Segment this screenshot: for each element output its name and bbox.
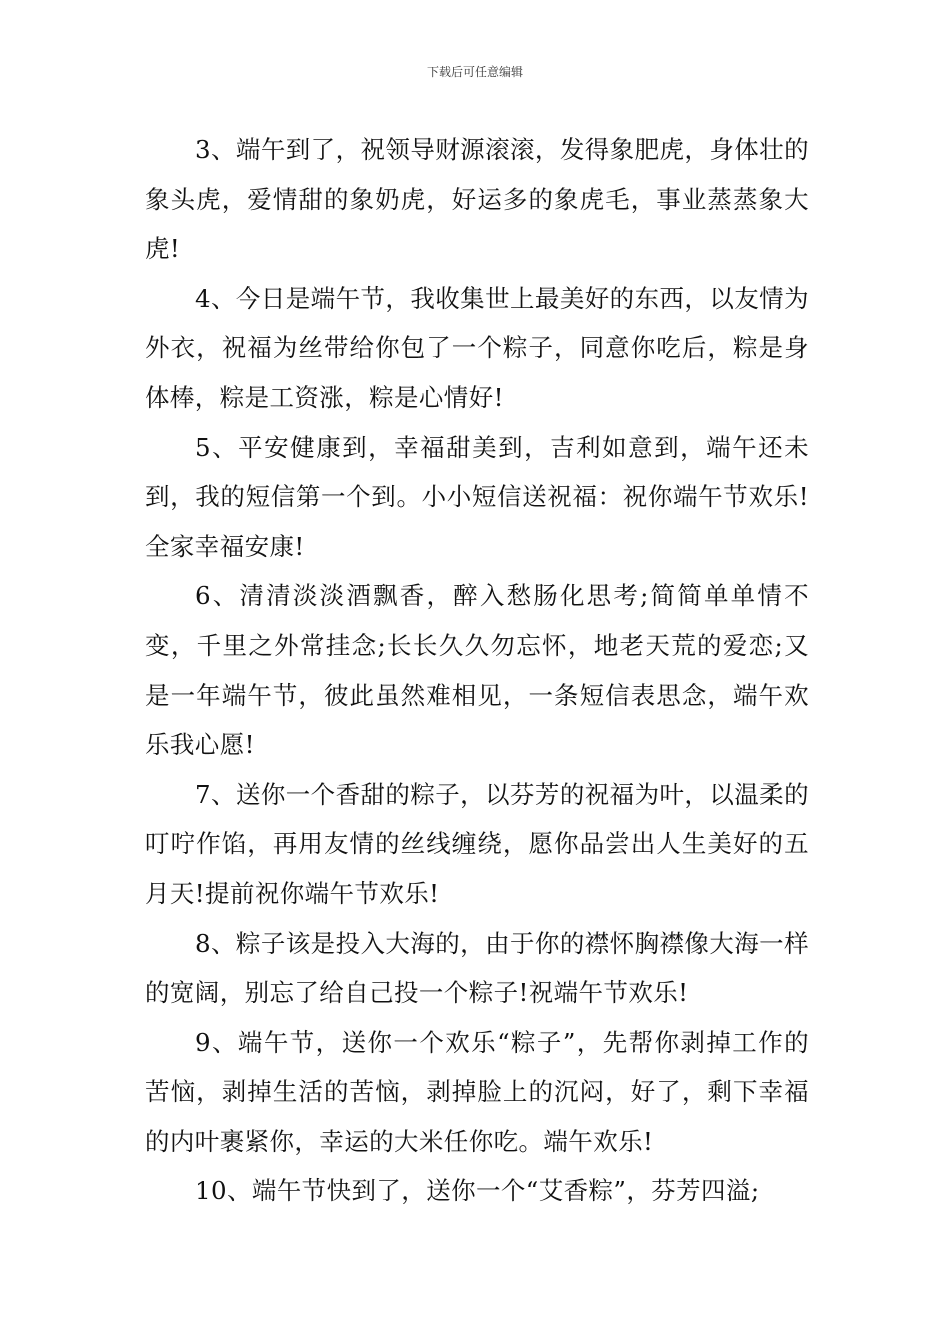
paragraph-5: 5、平安健康到，幸福甜美到，吉利如意到，端午还未到，我的短信第一个到。小小短信送祝福：祝你端午节欢乐!全家幸福安康! bbox=[145, 432, 809, 561]
paragraph-8: 8、粽子该是投入大海的，由于你的襟怀胸襟像大海一样的宽阔，别忘了给自己投一个粽子!祝端午节欢乐! bbox=[145, 928, 809, 1008]
paragraph-9: 9、端午节，送你一个欢乐“粽子”，先帮你剥掉工作的苦恼，剥掉生活的苦恼，剥掉脸上的沉闷，好了，剩下幸福的内叶裹紧你，幸运的大米任你吃。端午欢乐! bbox=[145, 1027, 809, 1156]
paragraph-3: 3、端午到了，祝领导财源滚滚，发得象肥虎，身体壮的象头虎，爱情甜的象奶虎，好运多的象虎毛，事业蒸蒸象大虎! bbox=[145, 135, 809, 264]
document-body bbox=[145, 125, 809, 1216]
paragraph-7: 7、送你一个香甜的粽子，以芬芳的祝福为叶，以温柔的叮咛作馅，再用友情的丝线缠绕，愿你品尝出人生美好的五月天!提前祝你端午节欢乐! bbox=[145, 779, 809, 908]
page-header: 下载后可任意编辑 bbox=[426, 65, 523, 79]
paragraph-4: 4、今日是端午节，我收集世上最美好的东西，以友情为外衣，祝福为丝带给你包了一个粽子，同意你吃后，粽是身体棒，粽是工资涨，粽是心情好! bbox=[145, 283, 809, 412]
paragraph-6: 6、清清淡淡酒飘香，醉入愁肠化思考;简简单单情不变，千里之外常挂念;长长久久勿忘怀，地老天荒的爱恋;又是一年端午节，彼此虽然难相见，一条短信表思念，端午欢乐我心愿! bbox=[145, 581, 809, 760]
paragraph-10: 10、端午节快到了，送你一个“艾香粽”，芬芳四溢; bbox=[195, 1176, 760, 1206]
